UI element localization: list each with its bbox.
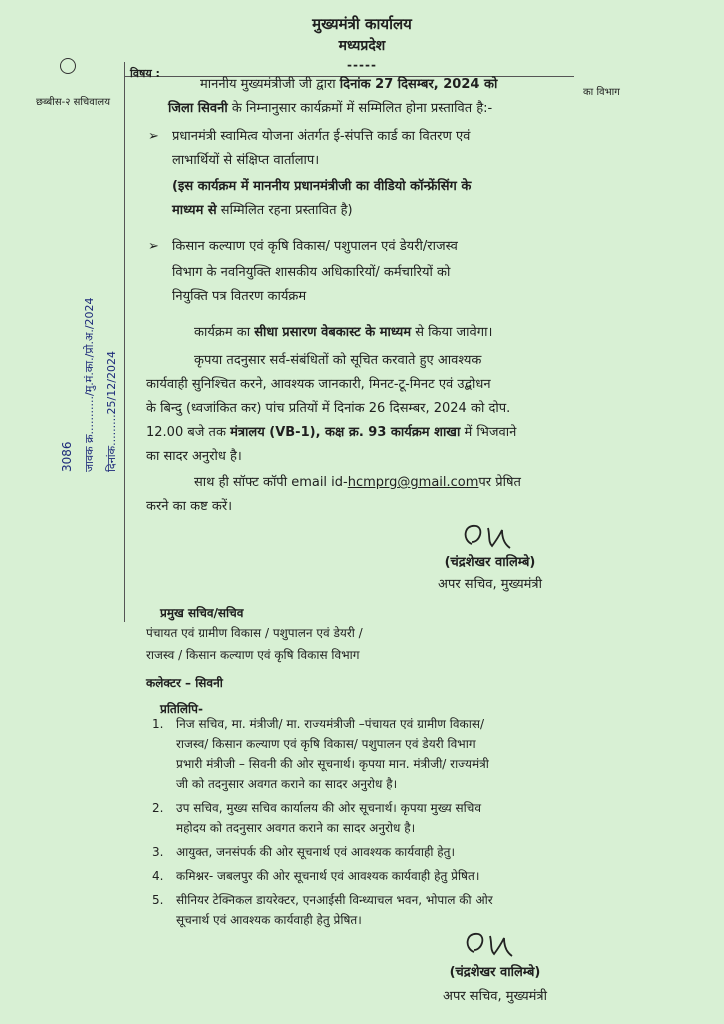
softcopy-line-1: साथ ही सॉफ्ट कॉपी email id-hcmprg@gmail.comपर प्रेषित — [194, 475, 521, 490]
bullet-arrow-icon: ➢ — [148, 129, 159, 144]
request-line-5: का सादर अनुरोध है। — [146, 449, 242, 464]
bullet-2-line-1: किसान कल्याण एवं कृषि विकास/ पशुपालन एवं डेयरी/राजस्व — [172, 239, 458, 254]
stamp-number: 3086 — [60, 441, 74, 472]
to-line-2: राजस्व / किसान कल्याण एवं कृषि विकास विभाग — [146, 648, 360, 662]
office-heading: मुख्यमंत्री कार्यालय — [312, 15, 412, 33]
request-line-1: कृपया तदनुसार सर्व-संबंधितों को सूचित करवाते हुए आवश्यक — [194, 353, 482, 368]
left-margin-note: छब्बीस-२ सचिवालय — [36, 97, 111, 108]
to-line-1: पंचायत एवं ग्रामीण विकास / पशुपालन एवं डेयरी / — [146, 626, 363, 640]
signatory-title-2: अपर सचिव, मुख्यमंत्री — [443, 989, 547, 1004]
bullet-1-note-1: (इस कार्यक्रम में माननीय प्रधानमंत्रीजी का वीडियो कॉन्फ्रेंसिंग के — [172, 179, 472, 194]
signatory-name-2: (चंद्रशेखर वालिम्बे) — [449, 965, 541, 980]
list-item: 1. निज सचिव, मा. मंत्रीजी/ मा. राज्यमंत्रीजी –पंचायत एवं ग्रामीण विकास/ राजस्व/ किसान कल्याण एवं कृषि विकास/ पशुपालन एवं डेयरी विभाग प्रभारी मंत्रीजी – सिवनी की ओर सूचनार्थ। कृपया मान. मंत्रीजी/ राज्यमंत्री जी को तदनुसार अवगत कराने का सादर अनुरोध है। — [152, 717, 489, 791]
softcopy-line-2: करने का कष्ट करें। — [146, 499, 233, 514]
bullet-1-line-1: प्रधानमंत्री स्वामित्व योजना अंतर्गत ई-संपत्ति कार्ड का वितरण एवं — [172, 129, 471, 144]
punch-hole-circle-icon — [60, 58, 76, 74]
bullet-1-note-2: माध्यम से सम्मिलित रहना प्रस्तावित है) — [172, 203, 353, 218]
request-line-2: कार्यवाही सुनिश्चित करने, आवश्यक जानकारी, मिनट-टू-मिनट एवं उद्बोधन — [146, 377, 491, 392]
broadcast-line: कार्यक्रम का सीधा प्रसारण वेबकास्ट के माध्यम से किया जावेगा। — [194, 325, 493, 340]
copy-heading: प्रतिलिपि- — [160, 702, 203, 716]
email-link[interactable]: hcmprg@gmail.com — [347, 475, 479, 490]
bullet-2-line-2: विभाग के नवनियुक्ति शासकीय अधिकारियों/ कर्मचारियों को — [172, 265, 451, 280]
intro-line-1: माननीय मुख्यमंत्रीजी जी द्वारा दिनांक 27 दिसम्बर, 2024 को — [200, 77, 498, 92]
header-dashes: ----- — [347, 58, 377, 72]
bullet-arrow-icon: ➢ — [148, 239, 159, 254]
request-line-3: के बिन्दु (ध्वजांकित कर) पांच प्रतियों में दिनांक 26 दिसम्बर, 2024 को दोप. — [146, 401, 511, 416]
signatory-name: (चंद्रशेखर वालिम्बे) — [444, 555, 536, 570]
copy-list — [152, 714, 572, 930]
right-margin-note: का विभाग — [583, 87, 620, 98]
bullet-2-line-3: नियुक्ति पत्र वितरण कार्यक्रम — [172, 289, 307, 304]
signature-icon — [460, 926, 530, 962]
list-item: 4. कमिश्नर- जबलपुर की ओर सूचनार्थ एवं आवश्यक कार्यवाही हेतु प्रेषित। — [152, 869, 480, 883]
collector-line: कलेक्टर – सिवनी — [146, 676, 223, 690]
list-item: 2. उप सचिव, मुख्य सचिव कार्यालय की ओर सूचनार्थ। कृपया मुख्य सचिव महोदय को तदनुसार अवगत कराने का सादर अनुरोध है। — [152, 801, 482, 835]
list-item: 5. सीनियर टेक्निकल डायरेक्टर, एनआईसी विन्ध्याचल भवन, भोपाल की ओर सूचनार्थ एवं आवश्यक कार्यवाही हेतु प्रेषित। — [152, 893, 493, 927]
intro-line-2: जिला सिवनी के निम्नानुसार कार्यक्रमों में सम्मिलित होना प्रस्तावित है:- — [168, 101, 493, 116]
list-item: 3. आयुक्त, जनसंपर्क की ओर सूचनार्थ एवं आवश्यक कार्यवाही हेतु। — [152, 845, 456, 859]
state-heading: मध्यप्रदेश — [338, 38, 386, 54]
request-line-4: 12.00 बजे तक मंत्रालय (VB-1), कक्ष क्र. 93 कार्यक्रम शाखा में भिजवाने — [146, 425, 517, 440]
stamp-ref: जावक क्र.........../मु.मं.का./प्रो.अ./2024 — [83, 297, 96, 472]
to-heading: प्रमुख सचिव/सचिव — [160, 606, 244, 620]
signature-icon — [458, 518, 528, 554]
signatory-title: अपर सचिव, मुख्यमंत्री — [438, 577, 542, 592]
dispatch-stamp — [20, 297, 150, 472]
stamp-date: दिनांक.........25/12/2024 — [105, 351, 118, 472]
subject-label: विषय : — [130, 67, 160, 80]
bullet-1-line-2: लाभार्थियों से संक्षिप्त वार्तालाप। — [172, 153, 320, 168]
